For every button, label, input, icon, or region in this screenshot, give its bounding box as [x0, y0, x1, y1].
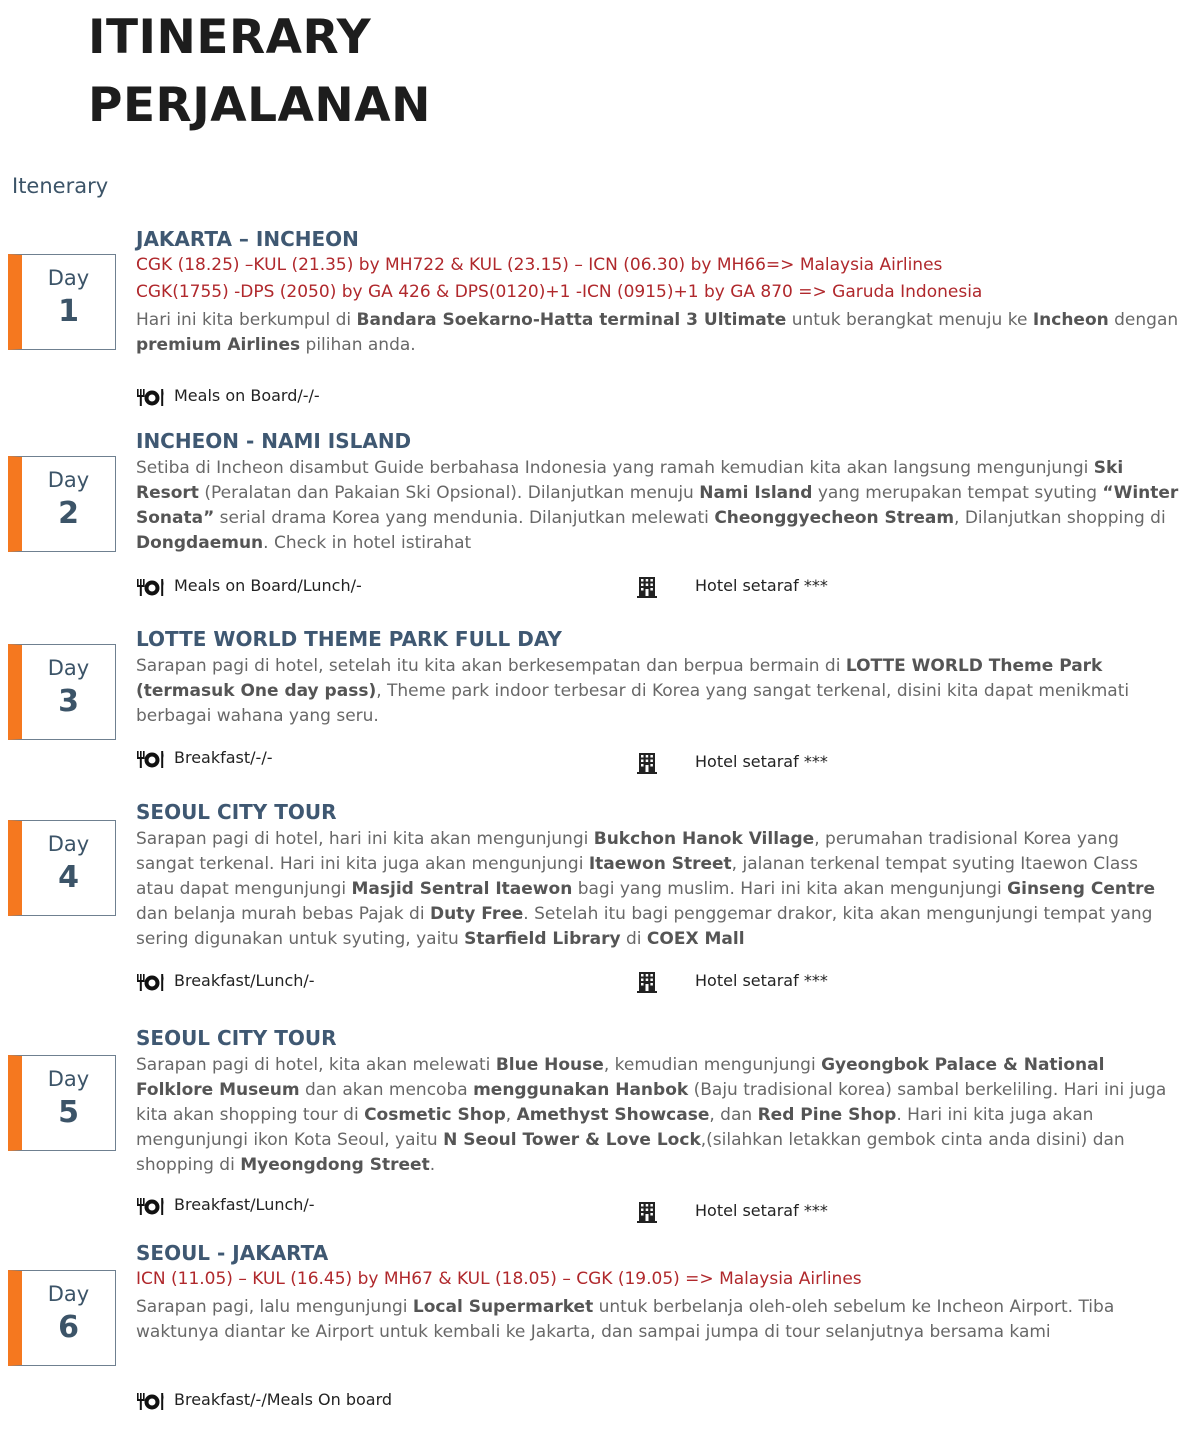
description-text: .: [429, 1155, 436, 1175]
day-badge: [8, 644, 116, 740]
description-text: , jalanan terkenal tempat syuting Itaewon Class atau dapat mengunjungi: [136, 854, 1139, 899]
day-content: [136, 1240, 1181, 1345]
meals-text: Meals on Board/Lunch/-: [174, 576, 362, 595]
highlight-text: menggunakan Hanbok: [473, 1080, 689, 1100]
hotel-text: Hotel setaraf ***: [695, 752, 828, 771]
description-text: Sarapan pagi di hotel, hari ini kita akan mengunjungi: [136, 829, 594, 849]
meals-info: [136, 1388, 392, 1412]
day-title: JAKARTA – INCHEON: [136, 227, 359, 251]
day-description: [136, 1053, 1181, 1178]
description-text: , perumahan tradisional Korea yang sangat terkenal. Hari ini kita juga akan mengunjungi: [136, 829, 1119, 874]
meal-icon: [136, 1196, 166, 1216]
day-number: 3: [58, 684, 79, 719]
hotel-text: Hotel setaraf ***: [695, 1201, 828, 1220]
day-badge: [8, 456, 116, 552]
day-description: [136, 308, 1181, 358]
day-content: [136, 626, 1181, 729]
highlight-text: LOTTE WORLD Theme Park (termasuk One day pass): [136, 656, 1103, 701]
description-text: . Check in hotel istirahat: [263, 533, 472, 553]
description-text: ,(silahkan letakkan gembok cinta anda disini) dan shopping di: [136, 1130, 1125, 1175]
meals-text: Breakfast/Lunch/-: [174, 1195, 315, 1214]
day-number: 1: [58, 294, 79, 329]
description-text: dan belanja murah bebas Pajak di: [136, 904, 430, 924]
hotel-icon: [637, 1201, 657, 1223]
highlight-text: Blue House: [495, 1055, 604, 1075]
hotel-icon: [637, 971, 657, 993]
day-title: SEOUL CITY TOUR: [136, 1026, 337, 1050]
description-text: Setiba di Incheon disambut Guide berbahasa Indonesia yang ramah kemudian kita akan langsung mengunjungi: [136, 458, 1094, 478]
day-label: Day: [47, 1282, 90, 1306]
day-content: [136, 799, 1181, 952]
description-text: di: [620, 929, 647, 949]
highlight-text: Itaewon Street: [588, 854, 732, 874]
description-text: , Theme park indoor terbesar di Korea yang sangat terkenal, disini kita dapat menikmati berbagai wahana yang seru.: [136, 681, 1130, 726]
highlight-text: Dongdaemun: [136, 533, 264, 553]
description-text: serial drama Korea yang mendunia. Dilanjutkan melewati: [214, 508, 715, 528]
description-text: (Baju tradisional korea) sambal berkeliling. Hari ini juga kita akan shopping tour di: [136, 1080, 1167, 1125]
highlight-text: Cosmetic Shop: [364, 1105, 506, 1125]
highlight-text: Gyeongbok Palace & National Folklore Museum: [136, 1055, 1105, 1100]
day-badge: [8, 1270, 116, 1366]
meals-text: Breakfast/Lunch/-: [174, 971, 315, 990]
hotel-info: [637, 750, 828, 774]
description-text: untuk berbelanja oleh-oleh sebelum ke Incheon Airport. Tiba waktunya diantar ke Airport untuk kembali ke Jakarta, dan sampai jumpa di tour selanjutnya bersama kami: [136, 1297, 1115, 1342]
highlight-text: N Seoul Tower & Love Lock: [443, 1130, 701, 1150]
day-badge: [8, 820, 116, 916]
day-label: Day: [47, 1067, 90, 1091]
description-text: dengan: [1108, 310, 1179, 330]
highlight-text: Masjid Sentral Itaewon: [351, 879, 573, 899]
description-text: ,: [505, 1105, 517, 1125]
day-badge: [8, 254, 116, 350]
meals-text: Breakfast/-/Meals On board: [174, 1390, 393, 1409]
description-text: . Setelah itu bagi penggemar drakor, kita akan mengunjungi tempat yang sering digunakan untuk syuting, yaitu: [136, 904, 1153, 949]
meal-icon: [136, 749, 166, 769]
section-subtitle: Itenerary: [12, 174, 109, 198]
highlight-text: Local Supermarket: [412, 1297, 594, 1317]
meals-info: [136, 969, 315, 993]
day-description: [136, 1295, 1181, 1345]
meal-icon: [136, 387, 166, 407]
highlight-text: Bandara Soekarno-Hatta terminal 3 Ultimate: [356, 310, 787, 330]
day-number: 6: [58, 1310, 79, 1345]
highlight-text: Ski Resort: [136, 458, 1124, 503]
meals-info: [136, 746, 273, 770]
hotel-info: [637, 969, 828, 993]
description-text: , dan: [709, 1105, 758, 1125]
meals-info: [136, 574, 362, 598]
description-text: pilihan anda.: [300, 335, 416, 355]
meal-icon: [136, 1391, 166, 1411]
description-text: . Hari ini kita juga akan mengunjungi ikon Kota Seoul, yaitu: [136, 1105, 1094, 1150]
day-badge: [8, 1055, 116, 1151]
description-text: Sarapan pagi, lalu mengunjungi: [136, 1297, 413, 1317]
highlight-text: Myeongdong Street: [240, 1155, 430, 1175]
description-text: dan akan mencoba: [299, 1080, 474, 1100]
hotel-icon: [637, 752, 657, 774]
description-text: , Dilanjutkan shopping di: [954, 508, 1166, 528]
description-text: yang merupakan tempat syuting: [812, 483, 1103, 503]
page-title: [88, 4, 431, 140]
hotel-text: Hotel setaraf ***: [695, 971, 828, 990]
day-description: [136, 456, 1181, 556]
meals-info: [136, 384, 320, 408]
description-text: bagi yang muslim. Hari ini kita akan mengunjungi: [572, 879, 1008, 899]
day-label: Day: [47, 468, 90, 492]
title-line-1: ITINERARY: [88, 10, 372, 65]
hotel-icon: [637, 576, 657, 598]
day-content: [136, 428, 1181, 556]
meal-icon: [136, 972, 166, 992]
day-label: Day: [47, 266, 90, 290]
day-number: 2: [58, 496, 79, 531]
meals-text: Meals on Board/-/-: [174, 386, 320, 405]
highlight-text: Red Pine Shop: [757, 1105, 897, 1125]
hotel-text: Hotel setaraf ***: [695, 576, 828, 595]
highlight-text: COEX Mall: [646, 929, 745, 949]
description-text: Hari ini kita berkumpul di: [136, 310, 357, 330]
description-text: untuk berangkat menuju ke: [786, 310, 1033, 330]
highlight-text: Incheon: [1032, 310, 1109, 330]
highlight-text: Starfield Library: [464, 929, 621, 949]
description-text: , kemudian mengunjungi: [603, 1055, 822, 1075]
day-number: 5: [58, 1095, 79, 1130]
day-title: INCHEON - NAMI ISLAND: [136, 429, 412, 453]
day-title: SEOUL CITY TOUR: [136, 800, 337, 824]
description-text: Sarapan pagi di hotel, setelah itu kita akan berkesempatan dan berpua bermain di: [136, 656, 846, 676]
day-number: 4: [58, 860, 79, 895]
day-title: LOTTE WORLD THEME PARK FULL DAY: [136, 627, 562, 651]
meal-icon: [136, 577, 166, 597]
highlight-text: “Winter Sonata”: [136, 483, 1179, 528]
day-description: [136, 654, 1181, 729]
highlight-text: premium Airlines: [136, 335, 301, 355]
day-description: [136, 827, 1181, 952]
flight-info: ICN (11.05) – KUL (16.45) by MH67 & KUL (18.05) – CGK (19.05) => Malaysia Airlines: [136, 1269, 862, 1289]
title-line-2: PERJALANAN: [88, 78, 431, 133]
highlight-text: Amethyst Showcase: [516, 1105, 710, 1125]
day-label: Day: [47, 832, 90, 856]
flight-info: CGK (18.25) –KUL (21.35) by MH722 & KUL (23.15) – ICN (06.30) by MH66=> Malaysia Airlines: [136, 255, 943, 275]
meals-text: Breakfast/-/-: [174, 748, 273, 767]
highlight-text: Cheonggyecheon Stream: [714, 508, 955, 528]
day-content: [136, 226, 1181, 358]
day-label: Day: [47, 656, 90, 680]
meals-info: [136, 1193, 315, 1217]
highlight-text: Nami Island: [699, 483, 813, 503]
hotel-info: [637, 1199, 828, 1223]
day-title: SEOUL - JAKARTA: [136, 1241, 329, 1265]
highlight-text: Duty Free: [429, 904, 524, 924]
description-text: (Peralatan dan Pakaian Ski Opsional). Dilanjutkan menuju: [198, 483, 700, 503]
highlight-text: Ginseng Centre: [1007, 879, 1156, 899]
hotel-info: [637, 574, 828, 598]
flight-info: CGK(1755) -DPS (2050) by GA 426 & DPS(0120)+1 -ICN (0915)+1 by GA 870 => Garuda Indonesia: [136, 282, 983, 302]
description-text: Sarapan pagi di hotel, kita akan melewati: [136, 1055, 496, 1075]
day-content: [136, 1025, 1181, 1178]
highlight-text: Bukchon Hanok Village: [593, 829, 815, 849]
